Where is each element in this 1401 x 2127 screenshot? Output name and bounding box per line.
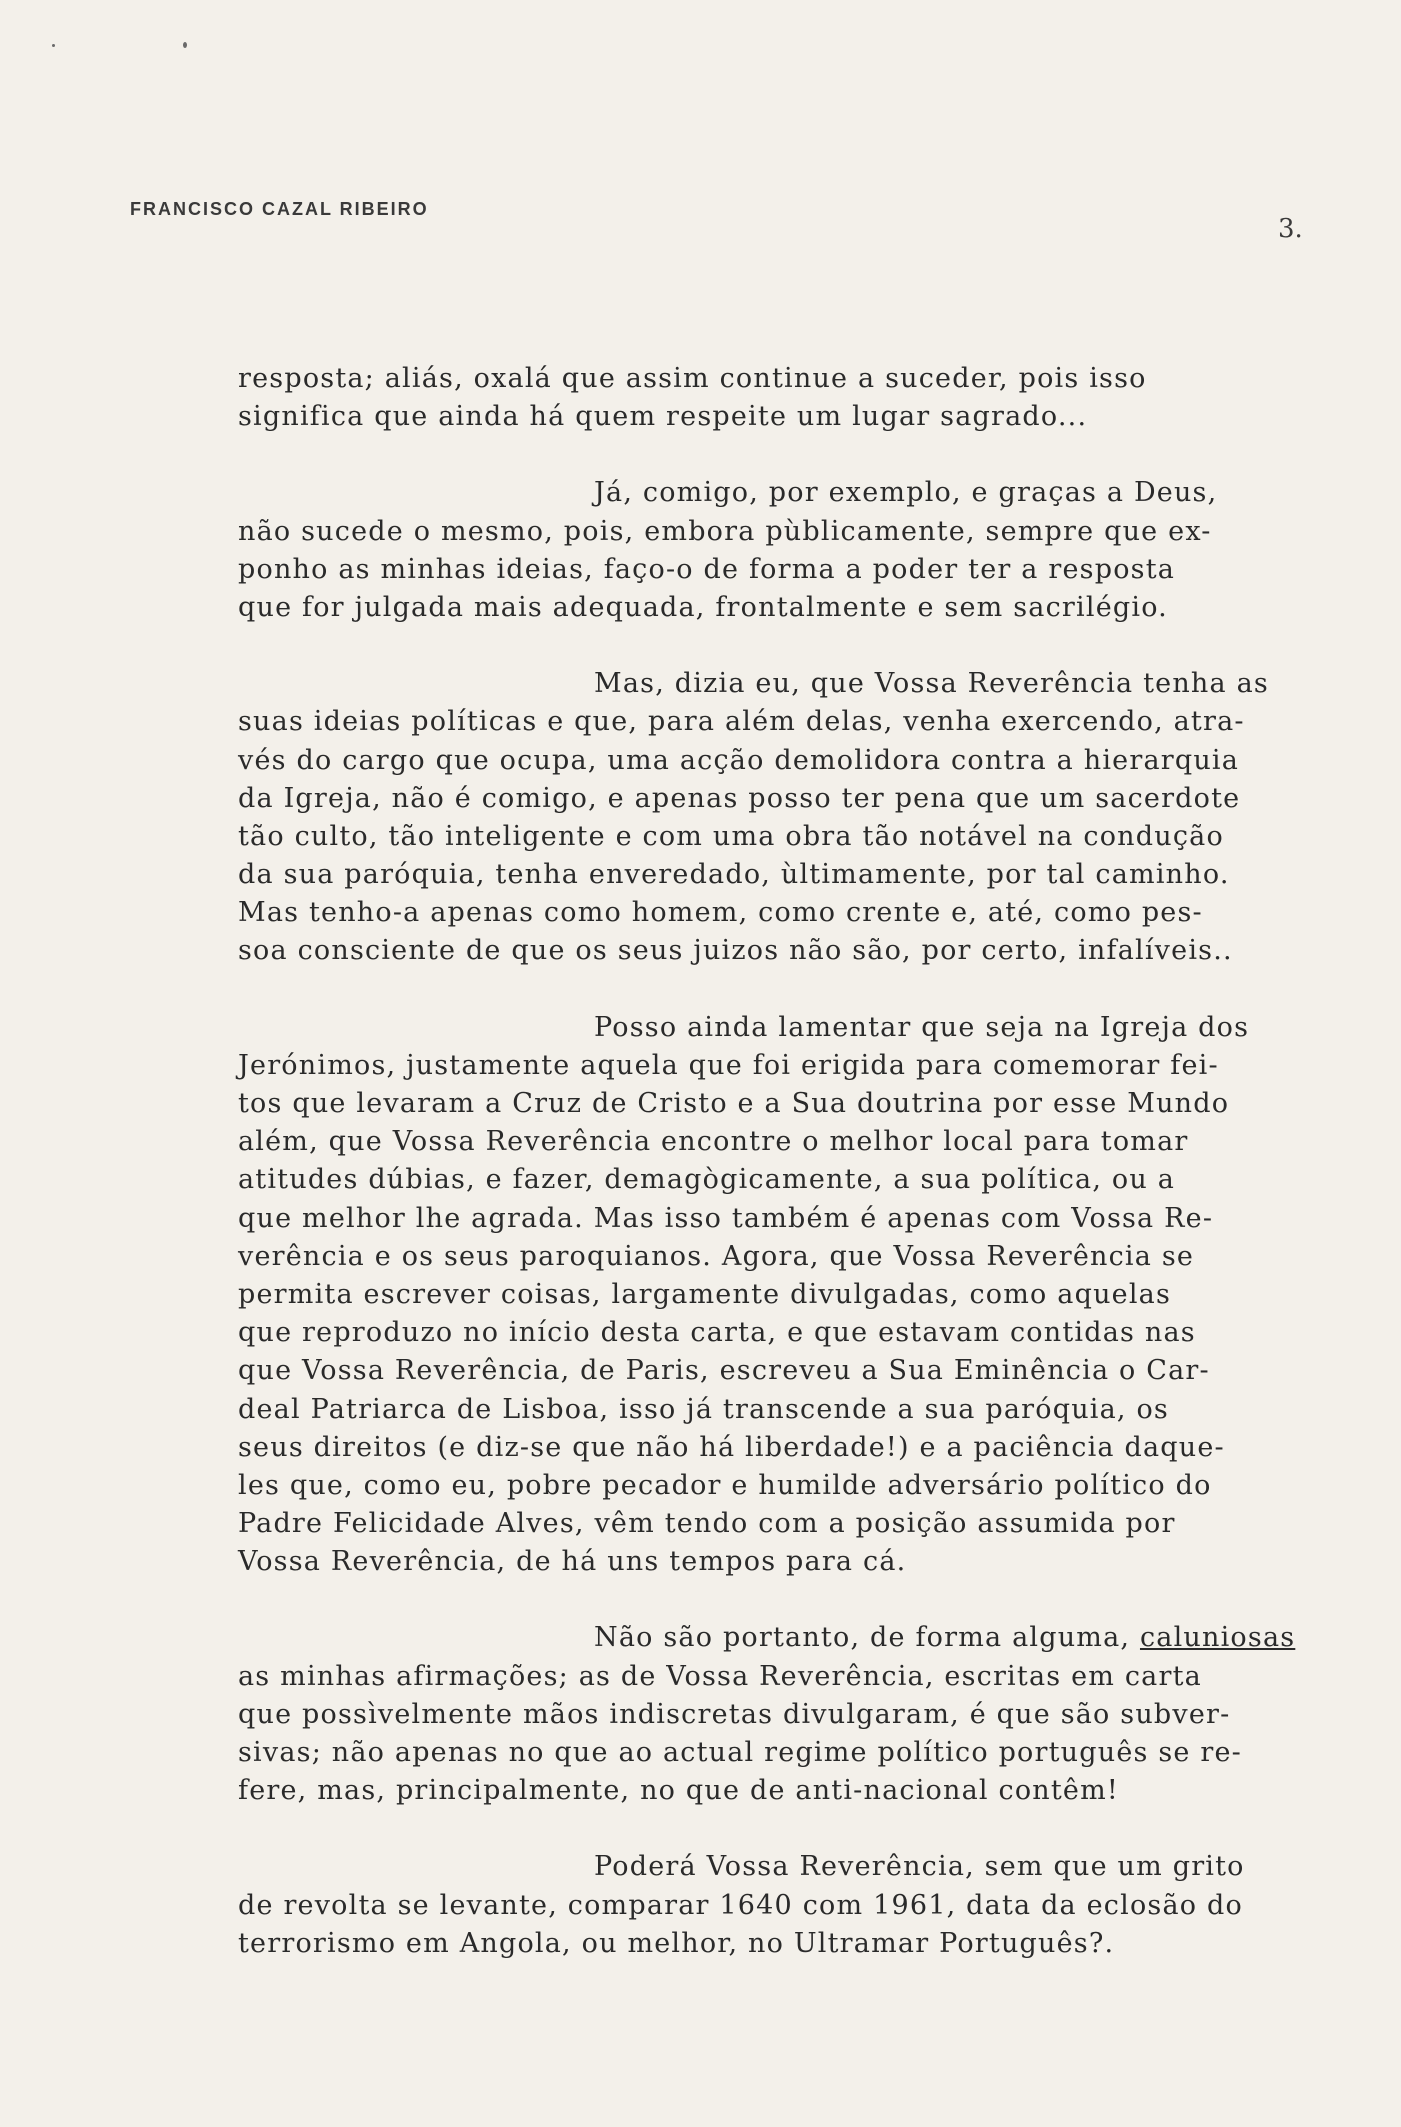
text-line: sivas; não apenas no que ao actual regime político português se re- bbox=[238, 1737, 1242, 1768]
text-line: Vossa Reverência, de há uns tempos para cá. bbox=[238, 1546, 907, 1578]
text-line: Poderá Vossa Reverência, sem que um grito bbox=[594, 1851, 1245, 1883]
paragraph bbox=[238, 665, 1398, 971]
text-line: Já, comigo, por exemplo, e graças a Deus, bbox=[594, 477, 1218, 509]
text-line: ponho as minhas ideias, faço-o de forma a poder ter a resposta bbox=[238, 553, 1176, 585]
text-line: resposta; aliás, oxalá que assim continue a suceder, pois isso bbox=[238, 363, 1147, 394]
text-line: terrorismo em Angola, ou melhor, no Ultramar Português?. bbox=[238, 1927, 1115, 1959]
text-line: que melhor lhe agrada. Mas isso também é apenas com Vossa Re- bbox=[238, 1202, 1214, 1234]
text-line: de revolta se levante, comparar 1640 com 1961, data da eclosão do bbox=[238, 1889, 1243, 1921]
text-line: Não são portanto, de forma alguma, caluniosas bbox=[594, 1622, 1296, 1654]
text-line: vés do cargo que ocupa, uma acção demolidora contra a hierarquia bbox=[238, 744, 1240, 776]
text-line: seus direitos (e diz-se que não há liberdade!) e a paciência daque- bbox=[238, 1431, 1225, 1463]
text-line: da sua paróquia, tenha enveredado, ùltimamente, por tal caminho. bbox=[238, 859, 1230, 891]
text-line: significa que ainda há quem respeite um lugar sagrado... bbox=[238, 401, 1088, 433]
letterhead: FRANCISCO CAZAL RIBEIRO bbox=[130, 199, 429, 219]
letter-body bbox=[238, 360, 1398, 1963]
text-line: as minhas afirmações; as de Vossa Reverência, escritas em carta bbox=[238, 1660, 1202, 1692]
text-line: Mas tenho-a apenas como homem, como crente e, até, como pes- bbox=[238, 897, 1203, 929]
text-line: atitudes dúbias, e fazer, demagògicamente, a sua política, ou a bbox=[238, 1164, 1176, 1196]
text-line: não sucede o mesmo, pois, embora pùblicamente, sempre que ex- bbox=[238, 515, 1212, 547]
text-line: les que, como eu, pobre pecador e humilde adversário político do bbox=[238, 1469, 1212, 1501]
paragraph bbox=[238, 1848, 1398, 1963]
text-line: Posso ainda lamentar que seja na Igreja dos bbox=[594, 1011, 1250, 1043]
paragraph bbox=[238, 1009, 1398, 1582]
paragraph bbox=[238, 474, 1398, 627]
text-line: permita escrever coisas, largamente divulgadas, como aquelas bbox=[238, 1278, 1172, 1310]
text-line: que possìvelmente mãos indiscretas divulgaram, é que são subver- bbox=[238, 1698, 1231, 1730]
text-line: fere, mas, principalmente, no que de anti-nacional contêm! bbox=[238, 1775, 1119, 1807]
text-line: que for julgada mais adequada, frontalmente e sem sacrilégio. bbox=[238, 591, 1168, 623]
text-line: da Igreja, não é comigo, e apenas posso ter pena que um sacerdote bbox=[238, 782, 1241, 814]
text-line: que Vossa Reverência, de Paris, escreveu a Sua Eminência o Car- bbox=[238, 1355, 1210, 1387]
text-line: Jerónimos, justamente aquela que foi erigida para comemorar fei- bbox=[238, 1049, 1219, 1081]
text-line: suas ideias políticas e que, para além delas, venha exercendo, atra- bbox=[238, 706, 1245, 738]
text-line: que reproduzo no início desta carta, e que estavam contidas nas bbox=[238, 1317, 1196, 1349]
page-number: 3. bbox=[1278, 214, 1303, 244]
paragraph bbox=[238, 360, 1398, 436]
text-line: Padre Felicidade Alves, vêm tendo com a posição assumida por bbox=[238, 1508, 1176, 1540]
paper-speck bbox=[52, 44, 55, 47]
paper-speck bbox=[183, 42, 187, 48]
text-line: deal Patriarca de Lisboa, isso já transcende a sua paróquia, os bbox=[238, 1393, 1169, 1425]
text-line: tão culto, tão inteligente e com uma obra tão notável na condução bbox=[238, 820, 1224, 852]
paragraph bbox=[238, 1619, 1398, 1810]
text-line: Mas, dizia eu, que Vossa Reverência tenha as bbox=[594, 668, 1269, 700]
text-line: soa consciente de que os seus juizos não são, por certo, infalíveis.. bbox=[238, 935, 1233, 967]
text-line: além, que Vossa Reverência encontre o melhor local para tomar bbox=[238, 1126, 1189, 1158]
text-line: tos que levaram a Cruz de Cristo e a Sua doutrina por esse Mundo bbox=[238, 1088, 1230, 1119]
text-line: verência e os seus paroquianos. Agora, que Vossa Reverência se bbox=[238, 1240, 1195, 1272]
underlined-word: caluniosas bbox=[1139, 1622, 1296, 1654]
